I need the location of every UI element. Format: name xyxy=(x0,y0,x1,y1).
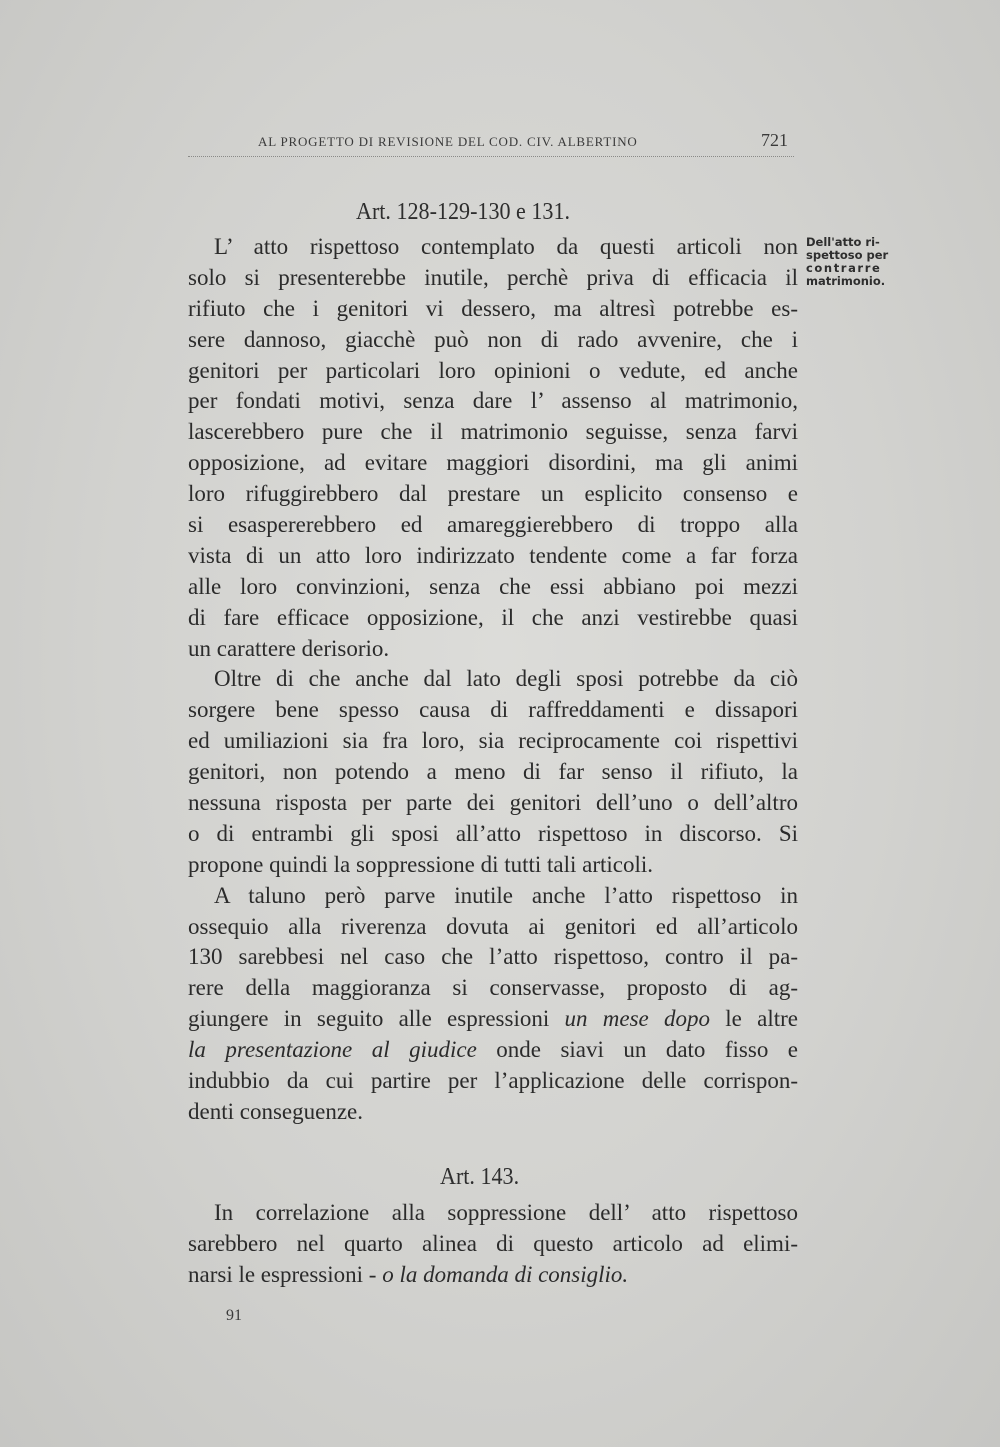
marginal-note xyxy=(806,236,926,288)
text-line: A taluno però parve inutile anche l’atto rispettoso in xyxy=(214,882,798,908)
text-line: rere della maggioranza si conservasse, proposto di ag- xyxy=(188,975,798,1001)
text-line-mixed xyxy=(188,1004,798,1035)
marginal-note-line: Dell'atto ri- xyxy=(806,235,880,249)
italic-phrase: la presentazione al giudice xyxy=(188,1037,477,1063)
marginal-note-line: contrarre xyxy=(806,261,882,275)
text-line: sere dannoso, giacchè può non di rado avvenire, che i xyxy=(188,326,798,352)
text-fragment: giungere in seguito alle espressioni xyxy=(188,1006,550,1032)
marginal-note-line: matrimonio. xyxy=(806,274,886,288)
text-line: 130 sarebbesi nel caso che l’atto rispettoso, contro il pa- xyxy=(188,944,798,970)
page-number: 721 xyxy=(761,130,788,150)
text-fragment: le altre xyxy=(725,1006,798,1032)
running-title: AL PROGETTO DI REVISIONE DEL COD. CIV. ALBERTINO xyxy=(258,134,638,149)
text-line: sarebbero nel quarto alinea di questo articolo ad elimi- xyxy=(188,1230,798,1256)
text-fragment: narsi le espressioni - xyxy=(188,1261,377,1287)
text-line: genitori per particolari loro opinioni o vedute, ed anche xyxy=(188,357,798,383)
text-line: Oltre di che anche dal lato degli sposi potrebbe da ciò xyxy=(214,666,798,692)
text-line: indubbio da cui partire per l’applicazione delle corrispon- xyxy=(188,1068,798,1094)
text-line: lascerebbero pure che il matrimonio seguisse, senza farvi xyxy=(188,419,798,445)
text-line: In correlazione alla soppressione dell’ atto rispettoso xyxy=(214,1200,798,1225)
text-line: vista di un atto loro indirizzato tendente come a far forza xyxy=(188,542,798,568)
text-line: per fondati motivi, senza dare l’ assenso al matrimonio, xyxy=(188,388,798,414)
text-line: sorgere bene spesso causa di raffreddamenti e dissapori xyxy=(188,697,798,723)
section1-body xyxy=(188,232,798,1128)
text-line-mixed xyxy=(188,1035,798,1066)
section-heading-art-143: Art. 143. xyxy=(440,1164,520,1190)
text-line: rifiuto che i genitori vi dessero, ma altresì potrebbe es- xyxy=(188,295,798,321)
text-line: denti conseguenze. xyxy=(188,1098,363,1124)
text-line: alle loro convinzioni, senza che essi abbiano poi mezzi xyxy=(188,573,798,599)
marginal-note-line: spettoso per xyxy=(806,248,889,262)
italic-phrase: un mese dopo xyxy=(564,1006,711,1032)
signature-mark: 91 xyxy=(226,1307,242,1324)
text-line: nessuna risposta per parte dei genitori dell’uno o dell’altro xyxy=(188,790,798,816)
text-line: di fare efficace opposizione, il che anzi vestirebbe quasi xyxy=(188,604,798,630)
text-line: propone quindi la soppressione di tutti tali articoli. xyxy=(188,851,654,877)
text-line: opposizione, ad evitare maggiori disordini, ma gli animi xyxy=(188,450,798,476)
running-head xyxy=(188,130,794,157)
text-line: si esaspererebbero ed amareggierebbero di troppo alla xyxy=(188,512,798,538)
italic-phrase: o la domanda di consiglio. xyxy=(382,1261,629,1287)
section-heading-art-128: Art. 128-129-130 e 131. xyxy=(356,199,571,225)
text-fragment: onde siavi un dato fisso e xyxy=(496,1037,799,1063)
text-line: solo si presenterebbe inutile, perchè priva di efficacia il xyxy=(188,264,798,290)
text-line: ossequio alla riverenza dovuta ai genitori ed all’articolo xyxy=(188,913,798,939)
section2-body xyxy=(188,1198,798,1291)
text-line: L’ atto rispettoso contemplato da questi articoli non xyxy=(214,234,798,259)
text-line: loro rifuggirebbero dal prestare un esplicito consenso e xyxy=(188,481,798,507)
text-line-mixed xyxy=(188,1260,798,1291)
text-line: un carattere derisorio. xyxy=(188,635,390,661)
text-line: genitori, non potendo a meno di far senso il rifiuto, la xyxy=(188,759,798,785)
text-line: o di entrambi gli sposi all’atto rispettoso in discorso. Si xyxy=(188,820,798,846)
text-line: ed umiliazioni sia fra loro, sia reciprocamente coi rispettivi xyxy=(188,728,798,754)
